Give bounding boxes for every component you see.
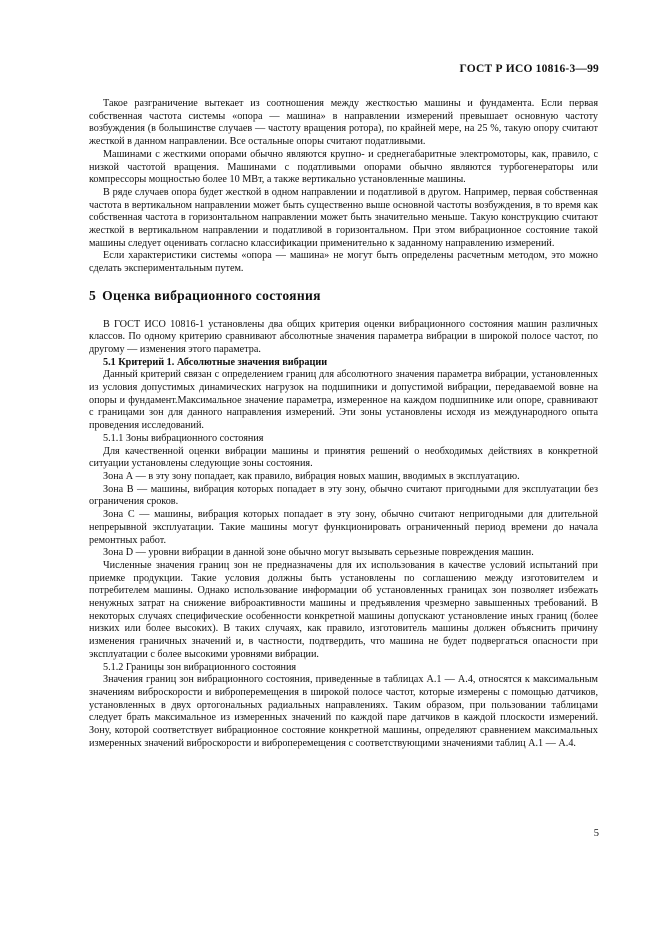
subsection-heading-5-1-2: 5.1.2 Границы зон вибрационного состояния <box>103 661 297 673</box>
doc-code-header: ГОСТ Р ИСО 10816-3—99 <box>459 63 599 75</box>
paragraph: Если характеристики системы «опора — машина» не могут быть определены расчетным методом, это можно сделать экспериментальным путем. <box>89 250 598 275</box>
subsection-heading-5-1: 5.1 Критерий 1. Абсолютные значения вибрации <box>103 356 328 368</box>
paragraph: В ГОСТ ИСО 10816-1 установлены два общих критерия оценки вибрационного состояния машин различных классов. По одному критерию сравнивают абсолютные значения параметра вибрации в широкой полосе частот, по другому — изменения этого параметра. <box>89 318 598 355</box>
paragraph: Численные значения границ зон не предназначены для их использования в качестве условий испытаний при приемке продукции. Такие условия должны быть установлены по соглашению между изготовителем и потребителем машины. Однако использование информации об установленных границах зон позволяет избежать ненужных затрат на снижение виброактивности машины и предъявления чрезмерно завышенных требований. В некоторых случаях специфические особенности конкретной машины допускают установление иных границ (более низких или более высоких). В таких случаях, как правило, изготовитель машины должен объяснить причину изменения граничных значений и, в частности, подтвердить, что машина не будет подвергаться опасности при эксплуатации с более высокими уровнями вибрации. <box>89 559 598 660</box>
paragraph: Значения границ зон вибрационного состояния, приведенные в таблицах А.1 — А.4, относятся к максимальным значениям виброскорости и виброперемещения в широкой полосе частот, которые измерены с помощью датчиков, установленных в двух ортогональных радиальных направлениях. Таким образом, при пользовании таблицами следует брать максимальное из измеренных значений по каждой паре датчиков в каждой плоскости измерений. Зону, которой соответствует вибрационное состояние конкретной машины, определяют сравнением максимальных измеренных значений виброскорости и виброперемещения с соответствующими значениями таблиц А.1 — А.4. <box>89 674 598 749</box>
paragraph: Зона D — уровни вибрации в данной зоне обычно могут вызывать серьезные повреждения машин. <box>103 547 534 559</box>
section-title: Оценка вибрационного состояния <box>102 287 321 303</box>
page-number: 5 <box>593 828 599 839</box>
subsection-heading-5-1-1: 5.1.1 Зоны вибрационного состояния <box>103 432 264 444</box>
paragraph: Зона В — машины, вибрация которых попадает в эту зону, обычно считают пригодными для эксплуатации без ограничения сроков. <box>89 483 598 508</box>
paragraph: Машинами с жесткими опорами обычно являются крупно- и среднегабаритные электромоторы, как, правило, с низкой частотой вращения. Машинами с податливыми опорами обычно являются турбогенераторы или компрессоры мощностью более 10 МВт, а также вертикально установленные машины. <box>89 148 598 186</box>
section-heading <box>89 287 598 303</box>
paragraph: Для качественной оценки вибрации машины и принятия решений о необходимых действиях в конкретной ситуации установлены следующие зоны состояния. <box>89 445 598 470</box>
paragraph: Зона А — в эту зону попадает, как правило, вибрация новых машин, вводимых в эксплуатацию. <box>103 470 520 482</box>
paragraph: Данный критерий связан с определением границ для абсолютного значения параметра вибрации, установленных из условия допустимых динамических нагрузок на подшипники и допустимой вибрации, передаваемой вовне на опоры и фундамент.Максимальное значение параметра, измеренное на каждом подшипнике или опоре, сравнивают с границами зон для данного направления измерений. Эти зоны установлены исходя из международного опыта проведения исследований. <box>89 369 598 432</box>
paragraph: Зона С — машины, вибрация которых попадает в эту зону, обычно считают непригодными для длительной непрерывной эксплуатации. Такие машины могут функционировать ограниченный период времени до начала ремонтных работ. <box>89 509 598 546</box>
paragraph: В ряде случаев опора будет жесткой в одном направлении и податливой в другом. Например, первая собственная частота в вертикальном направлении может быть существенно выше основной частоты возбуждения, в то время как собственная частота в горизонтальном направлении может быть значительно меньше. Такую конструкцию считают жесткой в вертикальном направлении и податливой в горизонтальном. При этом вибрационное состояние такой машины следует оценивать согласно классификации применительно к заданному направлению измерений. <box>89 186 598 249</box>
section-number: 5 <box>89 287 97 303</box>
paragraph: Такое разграничение вытекает из соотношения между жесткостью машины и фундамента. Если первая собственная частота системы «опора — машина» в направлении измерений превышает основную частоту возбуждения (в большинстве случаев — частоту вращения ротора), по крайней мере, на 25 %, такую опору считают жесткой в данном направлении. Все остальные опоры считают податливыми. <box>89 98 598 148</box>
body-text <box>89 98 598 750</box>
